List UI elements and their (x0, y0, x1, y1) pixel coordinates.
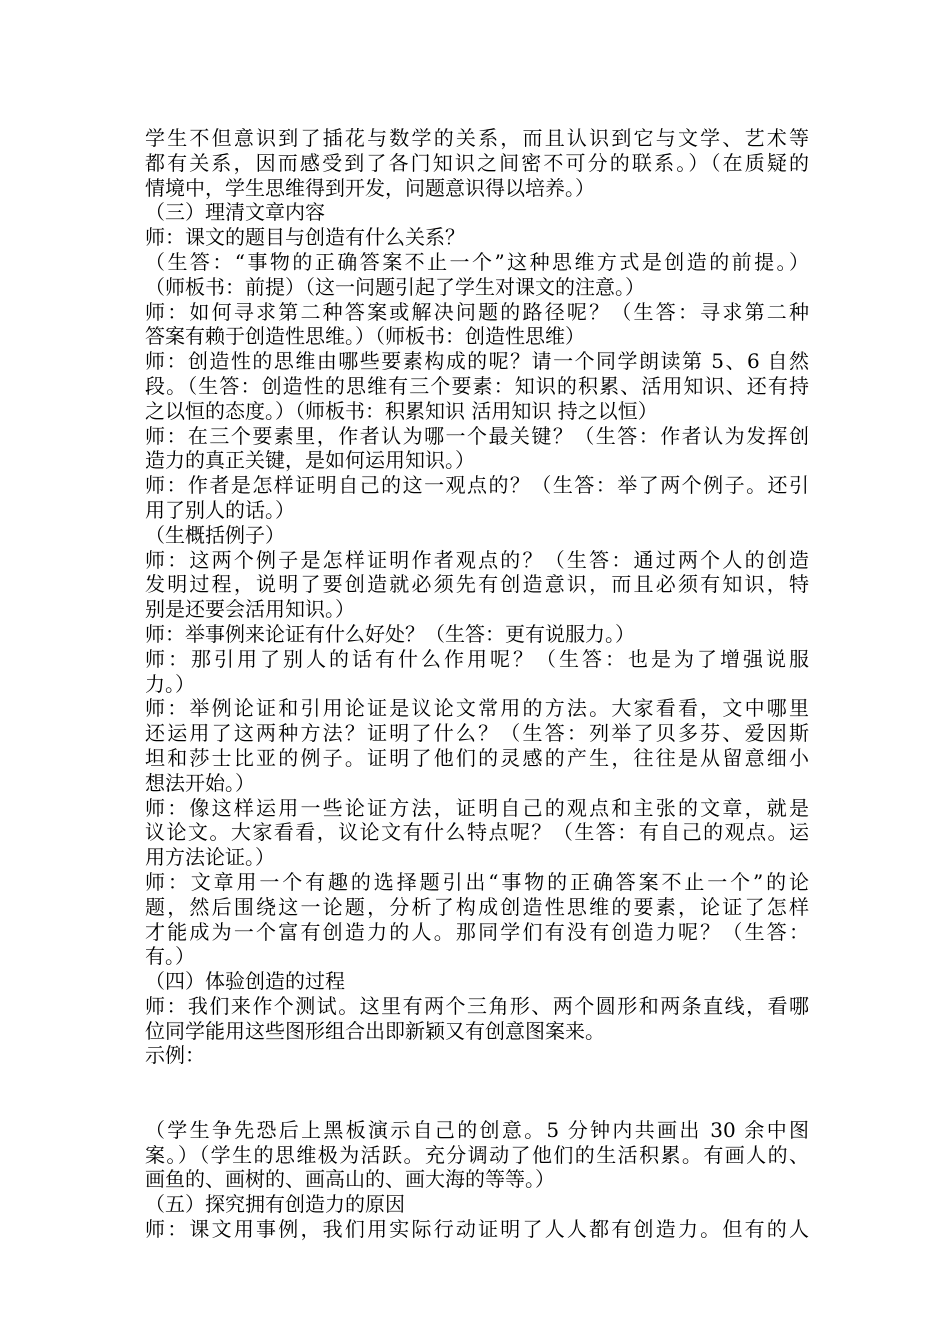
text-line: （学生争先恐后上黑板演示自己的创意。5 分钟内共画出 30 余中图 (145, 1117, 809, 1142)
text-line: 师：在三个要素里，作者认为哪一个最关键？（生答：作者认为发挥创 (145, 423, 809, 448)
text-line: 师：我们来作个测试。这里有两个三角形、两个圆形和两条直线，看哪 (145, 993, 809, 1018)
text-line: 师：举例论证和引用论证是议论文常用的方法。大家看看，文中哪里 (145, 696, 809, 721)
document-body (145, 126, 809, 1242)
text-line: 师：那引用了别人的话有什么作用呢？（生答：也是为了增强说服 (145, 646, 809, 671)
text-line: 才能成为一个富有创造力的人。那同学们有没有创造力呢？（生答： (145, 919, 809, 944)
text-line: （师板书：前提）（这一问题引起了学生对课文的注意。） (145, 274, 645, 299)
text-line: 发明过程，说明了要创造就必须先有创造意识，而且必须有知识，特 (145, 572, 809, 597)
text-line: 造力的真正关键，是如何运用知识。） (145, 448, 475, 473)
text-line: 情境中，学生思维得到开发，问题意识得以培养。） (145, 175, 595, 200)
text-line: 师：课文用事例，我们用实际行动证明了人人都有创造力。但有的人 (145, 1217, 809, 1242)
text-line: 用了别人的话。） (145, 497, 295, 522)
text-line: 师：文章用一个有趣的选择题引出“事物的正确答案不止一个”的论 (145, 869, 809, 894)
text-line: 位同学能用这些图形组合出即新颖又有创意图案来。 (145, 1018, 605, 1043)
text-line: 师：作者是怎样证明自己的这一观点的？（生答：举了两个例子。还引 (145, 473, 809, 498)
text-line: 段。（生答：创造性的思维有三个要素：知识的积累、活用知识、还有持 (145, 373, 809, 398)
text-line: （五）探究拥有创造力的原因 (145, 1192, 405, 1217)
text-line: 师：像这样运用一些论证方法，证明自己的观点和主张的文章，就是 (145, 795, 809, 820)
text-line: 师：如何寻求第二种答案或解决问题的路径呢？（生答：寻求第二种 (145, 299, 809, 324)
text-line: 师：创造性的思维由哪些要素构成的呢？请一个同学朗读第 5、6 自然 (145, 349, 809, 374)
text-line: 学生不但意识到了插花与数学的关系，而且认识到它与文学、艺术等 (145, 126, 809, 150)
text-line: （四）体验创造的过程 (145, 969, 345, 994)
text-line: 用方法论证。） (145, 845, 275, 870)
text-line: 别是还要会活用知识。） (145, 597, 355, 622)
text-line: 还运用了这两种方法？证明了什么？（生答：列举了贝多芬、爱因斯 (145, 721, 809, 746)
text-line: 坦和莎士比亚的例子。证明了他们的灵感的产生，往往是从留意细小 (145, 745, 809, 770)
text-line: 都有关系，因而感受到了各门知识之间密不可分的联系。）（在质疑的 (145, 150, 809, 175)
text-line: 师：课文的题目与创造有什么关系？ (145, 225, 465, 250)
text-line: 力。） (145, 671, 195, 696)
text-line: 题，然后围绕这一论题，分析了构成创造性思维的要素，论证了怎样 (145, 894, 809, 919)
figure-placeholder (145, 1068, 809, 1118)
text-line: 画鱼的、画树的、画高山的、画大海的等等。） (145, 1167, 555, 1192)
text-line: 想法开始。） (145, 770, 255, 795)
text-line: 议论文。大家看看，议论文有什么特点呢？（生答：有自己的观点。运 (145, 820, 809, 845)
text-line: 师：举事例来论证有什么好处？（生答：更有说服力。） (145, 621, 635, 646)
text-line: 师：这两个例子是怎样证明作者观点的？（生答：通过两个人的创造 (145, 547, 809, 572)
text-line: （生答：“事物的正确答案不止一个”这种思维方式是创造的前提。） (145, 249, 809, 274)
text-line: （生概括例子） (145, 522, 285, 547)
text-line: 答案有赖于创造性思维。）（师板书：创造性思维） (145, 324, 585, 349)
text-line: 有。） (145, 944, 195, 969)
text-line: 示例： (145, 1043, 205, 1068)
text-line: 案。）（学生的思维极为活跃。充分调动了他们的生活积累。有画人的、 (145, 1142, 809, 1167)
text-line: （三）理清文章内容 (145, 200, 325, 225)
text-line: 之以恒的态度。）（师板书：积累知识 活用知识 持之以恒） (145, 398, 658, 423)
